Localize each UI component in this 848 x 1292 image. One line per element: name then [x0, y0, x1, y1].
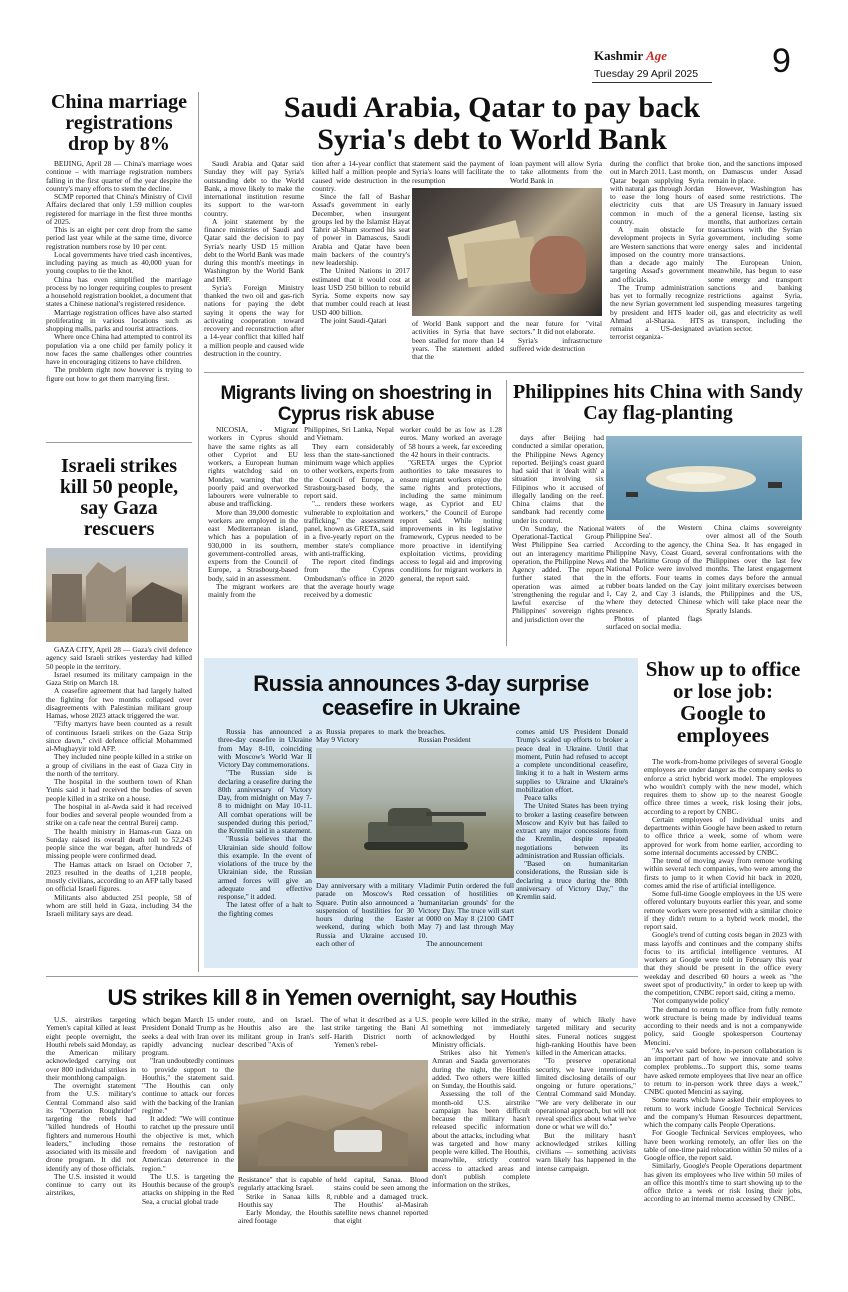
china-p8: The problem right now however is trying to figure out how to get them marrying first. — [46, 365, 192, 383]
saudi-col1-p3: Syria's Foreign Ministry thanked the two oil and gas-rich nations for paying the debt saying it opens the way for activating cooperation toward recovery and reconstruction after a 14-year conflict that killed half a million people and caused wide destruction in the country. — [204, 282, 304, 358]
money-counting-photo — [412, 188, 602, 316]
saudi-col5-p3: The Trump administration has yet to formally recognize the new Syrian government led by president and HTS leader Ahmad al-Sharaa. HTS remains a US-designated terrorist organiza- — [610, 282, 704, 342]
saudi-col4-p1: loan payment will allow Syria to take allotments from the World Bank in — [510, 160, 602, 185]
philippines-col1 — [512, 434, 604, 648]
saudi-col6-p3: The European Union, meanwhile, has begun to ease some energy and transport sanctions and banking restrictions against Syria, suspending measures targeting oil, gas and electricity as well as transport, including the aviation sector. — [708, 258, 802, 333]
israel-p9: The Hamas attack on Israel on October 7, 2023 resulted in the deaths of 1,218 people, mostly civilians, according to an AFP tally based on official Israeli figures. — [46, 859, 192, 894]
russia-col3b-p2: The announcement — [426, 938, 483, 948]
cyprus-col3 — [400, 426, 502, 648]
yemen-col5 — [432, 1016, 530, 1242]
saudi-col4b-p1: the near future for "vital sectors." It did not elaborate. — [510, 320, 602, 337]
yemen-col2 — [142, 1016, 234, 1242]
israel-story — [46, 646, 192, 972]
israel-p5: They included nine people killed in a strike on a group of civilians in the east of Gaza City in the north of the territory. — [46, 752, 192, 778]
russia-col1-p3: "Russia believes that the Ukrainian side should follow this example. In the event of violations of the truce by the Ukrainian side, the Russian armed forces will give an adequate and effective response," it added. — [218, 834, 312, 901]
philippines-col3 — [706, 524, 802, 648]
saudi-col2-p3: The United Nations in 2017 estimated that it would cost at least USD 250 billion to rebuild Syria. Some experts now say that number could reach at least USD 400 billion. — [312, 266, 410, 317]
cyprus-col1-p1: NICOSIA, - Migrant workers in Cyprus should have the same rights as all other Cypriot and EU workers, a European human rights watchdog said on Monday, warning that the poorly paid and overworked labourers were vulnerable to abuse and trafficking. — [208, 426, 298, 509]
yemen-col2-p3: It added: "We will continue to ratchet up the pressure until the objective is met, which remains the restoration of freedom of navigation and American deterrence in the region." — [142, 1114, 234, 1173]
russia-col1-p2: "The Russian side is declaring a ceasefire during the 80th anniversary of Victory Day, from midnight on May 7-8 to midnight on May 10-11. All combat operations will be suspended during this period," the Kremlin said in a statement. — [218, 768, 312, 835]
yemen-col3 — [238, 1016, 332, 1058]
china-p3: This is an eight per cent drop from the same period last year while at the same time, divorce registration numbers rose by 10 per cent. — [46, 225, 192, 251]
russia-col2-p1: as Russia prepares to mark the May 9 Victory — [316, 728, 416, 745]
yemen-col6-p2: "To preserve operational security, we have intentionally limited disclosing details of our ongoing or future operations," Central Command said Monday. "We are very deliberate in our operational approach, but will not reveal specifics about what we've done or what we will do." — [536, 1056, 636, 1132]
yemen-col2-p4: The U.S. is targeting the Houthis because of the group's attacks on shipping in the Red Sea, a crucial global trade — [142, 1171, 234, 1206]
russia-col3b — [418, 882, 514, 962]
cyprus-col2-p2: They earn considerably less than the state-sanctioned minimum wage which applies to other workers, experts from the Council of Europe, a Strasbourg-based body, the report said. — [304, 441, 394, 500]
philippines-col2-p2: According to the agency, the Philippine Navy, Coast Guard, and the Maritime Group of the National Police were involved in the efforts. Four teams in rubber boats landed on the Cay 1, Cay 2, and Cay 3 islands, where they detected Chinese presence. — [606, 539, 702, 615]
yemen-col4-p1: of what it described as a U.S. strike targeting the Bani Al Harith District north of Yemen's rebel- — [334, 1016, 428, 1049]
cyprus-col2-p4: The report cited findings from the Cyprus Ombudsman's office in 2020 that the average hourly wage received by a domestic — [304, 557, 394, 599]
china-p2: SCMP reported that China's Ministry of Civil Affairs declared that only 1.59 million couples registered for marriage in the first three months of 2025. — [46, 192, 192, 226]
israel-p7: The hospital in al-Awda said it had received four bodies and several people wounded from a strike on a cafe near the central Bureij camp. — [46, 801, 192, 828]
logo-age: Age — [646, 48, 668, 63]
saudi-col2-p1: tion after a 14-year conflict that killed half a million people and caused wide destruction in the country. — [312, 160, 410, 193]
logo-kashmir: Kashmir — [594, 48, 647, 63]
saudi-col3b — [412, 320, 504, 368]
google-story — [644, 758, 802, 1246]
google-p2: Certain employees of individual units and departments within Google have been asked to return to office thrice a week, some of whom were approved for work from home earlier, according to some internal documents accessed by CNBC. — [644, 814, 802, 857]
saudi-col2-p4: The joint Saudi-Qatari — [320, 315, 387, 325]
saudi-col3-p1: statement said the payment of Syria's loans will facilitate the resumption — [412, 160, 504, 185]
yemen-col2-p1: which began March 15 under President Donald Trump as he seeks a deal with Iran over its rapidly advancing nuclear program. — [142, 1016, 234, 1057]
cyprus-headline: Migrants living on shoestring in Cyprus risk abuse — [220, 383, 492, 425]
yemen-col2-p2: "Iran undoubtedly continues to provide support to the Houthis," the statement said. "The Houthis can only continue to attack our forces with the backing of the Iranian regime." — [142, 1056, 234, 1115]
russia-col3-p2: Russian President — [418, 735, 471, 745]
saudi-col1-p2: A joint statement by the finance ministries of Saudi and Qatar said the decision to pay Syria's nearly USD 15 million debt to the World Bank was made during this month's meetings in Washington by the World Bank and IMF. — [204, 216, 304, 284]
google-p8: Some teams which have asked their employees to return to work include Google Technical Services and the company's Human Resources department, which the company calls People Operations. — [644, 1095, 802, 1129]
google-subhead: 'Not companywide policy' — [652, 996, 730, 1006]
yemen-col1-p3: The U.S. insisted it would continue to carry out its airstrikes, — [46, 1171, 136, 1198]
masthead-logo — [594, 48, 667, 64]
israel-p1: GAZA CITY, April 28 — Gaza's civil defence agency said Israeli strikes yesterday had killed 50 people in the territory. — [46, 646, 192, 671]
china-story — [46, 160, 192, 436]
russia-col4 — [516, 728, 628, 962]
cyprus-col1 — [208, 426, 298, 648]
google-p9: For Google Technical Services employees, who have been working remotely, an offer lies on the table of one-time paid relocation within 50 miles of a Google office, the report said. — [644, 1128, 802, 1162]
israel-p3: A ceasefire agreement that had largely halted the fighting for two months collapsed over disagreements with Palestinian militant group Hamas, whose 2023 attack triggered the war. — [46, 686, 192, 720]
russia-col3-p1: breaches. — [418, 728, 446, 736]
russia-col4-p3: "Based on humanitarian considerations, the Russian side is declaring a truce during the 80th anniversary of Victory Day," the Kremlin said. — [516, 859, 628, 901]
sandy-cay-aerial-photo — [606, 436, 802, 520]
masthead-date: Tuesday 29 April 2025 — [594, 68, 699, 80]
china-p1: BEIJING, April 28 — China's marriage woes continue – with marriage registration numbers falling in the first quarter of the year despite the country's many efforts to stem the decline. — [46, 160, 192, 193]
cyprus-col2-p3: "... renders these workers vulnerable to exploitation and trafficking," the assessment panel, known as GRETA, said in a five-yearly report on the member state's compliance with anti-trafficking. — [304, 499, 394, 558]
cyprus-col1-p2: More than 39,000 domestic workers are employed in the east Mediterranean island, which has a population of 930,000 in its southern, government-controlled areas, experts from the Council of Europe, a Strasbourg-based body, said in an assessment. — [208, 507, 298, 583]
destroyed-buildings-photo — [46, 548, 188, 642]
russia-col4-subhead: Peace talks — [524, 793, 558, 802]
masthead-divider — [592, 82, 712, 83]
saudi-col1-p1: Saudi Arabia and Qatar said Sunday they will pay Syria's outstanding debt to the World Bank, a move likely to make the international institution resume its support to the war-torn country. — [204, 160, 304, 218]
saudi-col1 — [204, 160, 304, 366]
saudi-bottom-rule — [204, 372, 804, 373]
saudi-col2-p2: Since the fall of Bashar Assad's government in early December, when insurgent groups led by the Islamist Hayat Tahrir al-Sham stormed his seat of power in Damascus, Saudi Arabia and Qatar have been main backers of the country's new leadership. — [312, 192, 410, 267]
china-p4: Local governments have tried cash incentives, including paying as much as 40,000 yuan for young couples to tie the knot. — [46, 249, 192, 276]
russia-col3 — [418, 728, 514, 746]
yemen-col4 — [334, 1016, 428, 1058]
strike-rubble-photo — [238, 1060, 428, 1172]
tank-field-photo — [316, 748, 514, 878]
cyprus-col3-p2: "GRETA urges the Cypriot authorities to take measures to ensure migrant workers enjoy the same rights and protections, including the same minimum wage, as Cypriot and EU workers," the Council of Europe report said. While noting improvements in its legislative framework, Cyprus needed to be more proactive in identifying exploitation victims, providing access to legal aid and improving conditions for migrant workers in general, the report said. — [400, 458, 502, 583]
yemen-headline: US strikes kill 8 in Yemen overnight, say Houthis — [107, 985, 577, 1010]
google-p3: The trend of moving away from remote working within several tech companies, who were among the firsts to jump to it when Covid hit back in 2020, comes amid the rise of artificial intelligence. — [644, 856, 802, 890]
philippines-col1-p1: days after Beijing had conducted a similar operation, the Philippine News Agency reported. Beijing's coast guard had said that it 'dealt with' a situation involving six Filipinos who it accused of illegally landing on the reef. China claims that the sandbank had recently come under its control. — [512, 434, 604, 525]
russia-col2b-p1: Day anniversary with a military parade on Moscow's Red Square. Putin also announced a suspension of hostilities for 30 hours during the Easter weekend, during which both Russia and Ukraine accused each other of — [316, 882, 414, 948]
yemen-col3b — [238, 1176, 332, 1242]
google-p5: Google's trend of cutting costs began in 2023 with mass layoffs and continues and the company shifts focus to its artificial intelligence ventures. AI workers at Google were told in February this year that they should be present in the office every weekday and described 60 hours a week as "the sweet spot of productivity," in order to keep up with the competition, CNBC report said, citing a memo. — [644, 930, 802, 997]
philippines-col2 — [606, 524, 702, 648]
russia-col1-p4: The latest offer of a halt to the fighting comes — [218, 900, 312, 918]
yemen-col4b — [334, 1176, 428, 1242]
saudi-col3 — [412, 160, 504, 186]
page-number: 9 — [772, 42, 791, 80]
china-p7: Where once China had attempted to control its population via a one child per family policy it now faces the same challenges other countries have in encouraging citizens to have children. — [46, 332, 192, 366]
china-p6: Marriage registration offices have also started proliferating in various locations such as shopping malls, parks and tourist attractions. — [46, 307, 192, 333]
yemen-col1-p1: U.S. airstrikes targeting Yemen's capital killed at least eight people overnight, the Houthi rebels said Monday, as the American military acknowledged carrying out over 800 individual strikes in their monthlong campaign. — [46, 1016, 136, 1082]
yemen-col1 — [46, 1016, 136, 1242]
google-headline: Show up to office or lose job: Google to employees — [645, 657, 801, 748]
google-p7: "As we've said before, in-person collaboration is an important part of how we innovate and solve complex problems...To support this, some teams have asked remote employees that live near an office to return to in-person work three days a week," CNBC quoted Mencini as saying. — [644, 1045, 802, 1096]
google-p10: Similarly, Google's People Operations department has given its employees who live within 50 miles of an office this month's time to start showing up to the office thrice a week or risk losing their jobs, according to an internal memo accessed by CNBC. — [644, 1161, 802, 1204]
saudi-col4b — [510, 320, 602, 368]
russia-col1 — [218, 728, 312, 962]
russia-col3b-p1: Vladimir Putin ordered the full cessation of hostilities on 'humanitarian grounds' for the Victory Day. The truce will start at 0000 on May 8 (2100 GMT May 7) and last through May 10. — [418, 882, 514, 940]
saudi-col6 — [708, 160, 802, 366]
yemen-col5-p2: Strikes also hit Yemen's Amran and Saada governorates during the night, the Houthis added. Two others were killed on Sunday, the Houthis said. — [432, 1048, 530, 1090]
yemen-top-rule — [46, 976, 638, 977]
saudi-col4b-p2: Syria's infrastructure suffered wide destruction — [510, 335, 602, 353]
philippines-col2-p1: waters of the Western Philippine Sea'. — [606, 524, 702, 541]
russia-col4-p1: comes amid US President Donald Trump's scaled up efforts to broker a peace deal in Ukraine. Until that moment, Putin had refused to accept a complete unconditional ceasefire, linking it to a halt in Western arms supplies to Ukraine and Ukraine's mobilization effort. — [516, 728, 628, 794]
left-column-rule — [198, 92, 199, 972]
israel-headline: Israeli strikes kill 50 people, say Gaza rescuers — [59, 455, 179, 540]
russia-headline: Russia announces 3-day surprise ceasefire in Ukraine — [253, 671, 589, 720]
google-p6: The demand to return to office from fully remote work structure is being made by individual teams according to their needs and is not a companywide policy, said Google spokesperson Courtenay Mencini. — [644, 1004, 802, 1047]
yemen-col5-p3: Assessing the toll of the month-old U.S. airstrike campaign has been difficult because the military hasn't released specific information about the attacks, including what was targeted and how many people were killed. The Houthis, meanwhile, strictly control access to attacked areas and don't publish complete information on the strikes, — [432, 1089, 530, 1189]
russia-col1-p1: Russia has announced a three-day ceasefire in Ukraine from May 8-10, coinciding with Moscow's World War II Victory Day commemorations. — [218, 728, 312, 769]
china-bottom-rule — [46, 442, 192, 443]
saudi-headline: Saudi Arabia, Qatar to pay back Syria's debt to World Bank — [283, 91, 701, 156]
israel-p8: The health ministry in Hamas-run Gaza on Sunday raised its overall death toll to 52,243 people since the war began, after hundreds of missing people were confirmed dead. — [46, 826, 192, 861]
philippines-col1-p2: On Sunday, the National Operational-Tactical Group West Philippine Sea carried out an interagency maritime operation, the Philippine News Agency added. The report further stated that the operation was aimed at 'strengthening the regular and lawful exercise of the Philippines' sovereign rights and jurisdiction over the — [512, 523, 604, 624]
saudi-col6-p1: tion, and the sanctions imposed on Damascus under Assad remain in place. — [708, 160, 802, 185]
yemen-col3-p1: route, and on Israel. The Houthis also are the last militant group in Iran's self-described "Axis of — [238, 1016, 332, 1049]
philippines-col2-p3: Photos of planted flags surfaced on social media. — [606, 613, 702, 631]
yemen-col6-p1: many of which likely have targeted military and security sites. Funeral notices suggest high-ranking Houthis have been killed in the American attacks. — [536, 1016, 636, 1057]
cyprus-col2-p1: Philippines, Sri Lanka, Nepal and Vietnam. — [304, 426, 394, 443]
yemen-col1-p2: The overnight statement from the U.S. military's Central Command also said its "Operation Roughrider" targeting the rebels had "killed hundreds of Houthi fighters and numerous Houthi leaders," including those associated with its missile and drone program. It did not identify any of those officials. — [46, 1081, 136, 1173]
philippines-col3-p1: China claims sovereignty over almost all of the South China Sea. It has engaged in several confrontations with the Philippines over the last few months. The latest engagement comes days before the annual joint military exercises between the Philippines and the US, which will take place near the Spratly Islands. — [706, 524, 802, 615]
saudi-col3b-p1: of World Bank support and activities in Syria that have been stalled for more than 14 years. The statement added that the — [412, 320, 504, 361]
israel-p10: Militants also abducted 251 people, 58 of whom are still held in Gaza, including 34 the Israeli military says are dead. — [46, 892, 192, 918]
israel-p4: "Fifty martyrs have been counted as a result of continuous Israeli strikes on the Gaza Strip since dawn," civil defence official Mohammed al-Mughayyir told AFP. — [46, 719, 192, 753]
saudi-col2 — [312, 160, 410, 366]
yemen-col4b-p1: held capital, Sanaa. Blood stains could be seen among the rubble and a damaged truck. The Houthis' al-Masirah satellite news channel reported that eight — [334, 1176, 428, 1226]
china-p5: China has even simplified the marriage process by no longer requiring couples to present a household registration booklet, a document that states a Chinese national's registered residence. — [46, 274, 192, 309]
masthead — [592, 42, 802, 88]
saudi-col5-p2: A main obstacle for development projects in Syria are Western sanctions that were imposed on the country more than a decade ago mainly targeting Assad's government and officials. — [610, 225, 704, 284]
yemen-col3b-p2: Early Monday, the Houthis aired footage — [238, 1208, 332, 1226]
yemen-col6-p3: But the military hasn't acknowledged strikes killing civilians — something activists warn likely has happened in the intense campaign. — [536, 1130, 636, 1173]
saudi-col6-p2: However, Washington has eased some restrictions. The US Treasury in January issued a general license, lasting six months, that authorizes certain transactions with the Syrian government, including some energy sales and incidental transactions. — [708, 183, 802, 259]
cyprus-col3-p1: worker could be as low as 1.28 euros. Many worked an average of 58 hours a week, far exceeding the 42 hours in their contracts. — [400, 426, 502, 459]
cyprus-col1-p3: The migrant workers are mainly from the — [208, 581, 298, 599]
saudi-col4 — [510, 160, 602, 186]
mid-section-rule — [506, 380, 507, 646]
china-headline: China marriage registrations drop by 8% — [50, 91, 188, 155]
russia-col2 — [316, 728, 416, 746]
yemen-col6 — [536, 1016, 636, 1242]
google-p4: Some full-time Google employees in the US were offered voluntary buyouts earlier this year, and some remote workers were presented with a similar choice if they didn't return to a hybrid work model, the report said. — [644, 889, 802, 931]
google-p1: The work-from-home privileges of several Google employees are under danger as the company seeks to enforce a strict hybrid work model. The employees who wouldn't comply with the new model, which requires them to show up to the nearest Google office three times a week, risk losing their jobs, according to a report by CNBC. — [644, 758, 802, 816]
saudi-col5-p1: during the conflict that broke out in March 2011. Last month, Qatar began supplying Syria with natural gas through Jordan to ease the long hours of electricity cuts that are common in much of the country. — [610, 160, 704, 226]
cyprus-col2 — [304, 426, 394, 648]
russia-col4-p2: The United States has been trying to broker a lasting ceasefire between Moscow and Kyiv but has failed to extract any major concessions from the Kremlin, despite repeated negotiations between its administration and Russian officials. — [516, 801, 628, 860]
saudi-col5 — [610, 160, 704, 366]
russia-col2b — [316, 882, 414, 962]
philippines-headline: Philippines hits China with Sandy Cay flag-planting — [512, 381, 804, 424]
israel-p6: The hospital in the southern town of Khan Yunis said it had received the bodies of seven people killed in a strike on a house. — [46, 777, 192, 803]
israel-p2: Israel resumed its military campaign in the Gaza Strip on March 18. — [46, 669, 192, 687]
yemen-col3b-p1: Resistance" that is capable of regularly attacking Israel. — [238, 1176, 332, 1193]
yemen-col5-p1: people were killed in the strike, something not immediately acknowledged by Houthi Ministry officials. — [432, 1016, 530, 1049]
yemen-col3b-subhead: Strike in Sanaa kills 8, Houthis say — [238, 1191, 332, 1209]
